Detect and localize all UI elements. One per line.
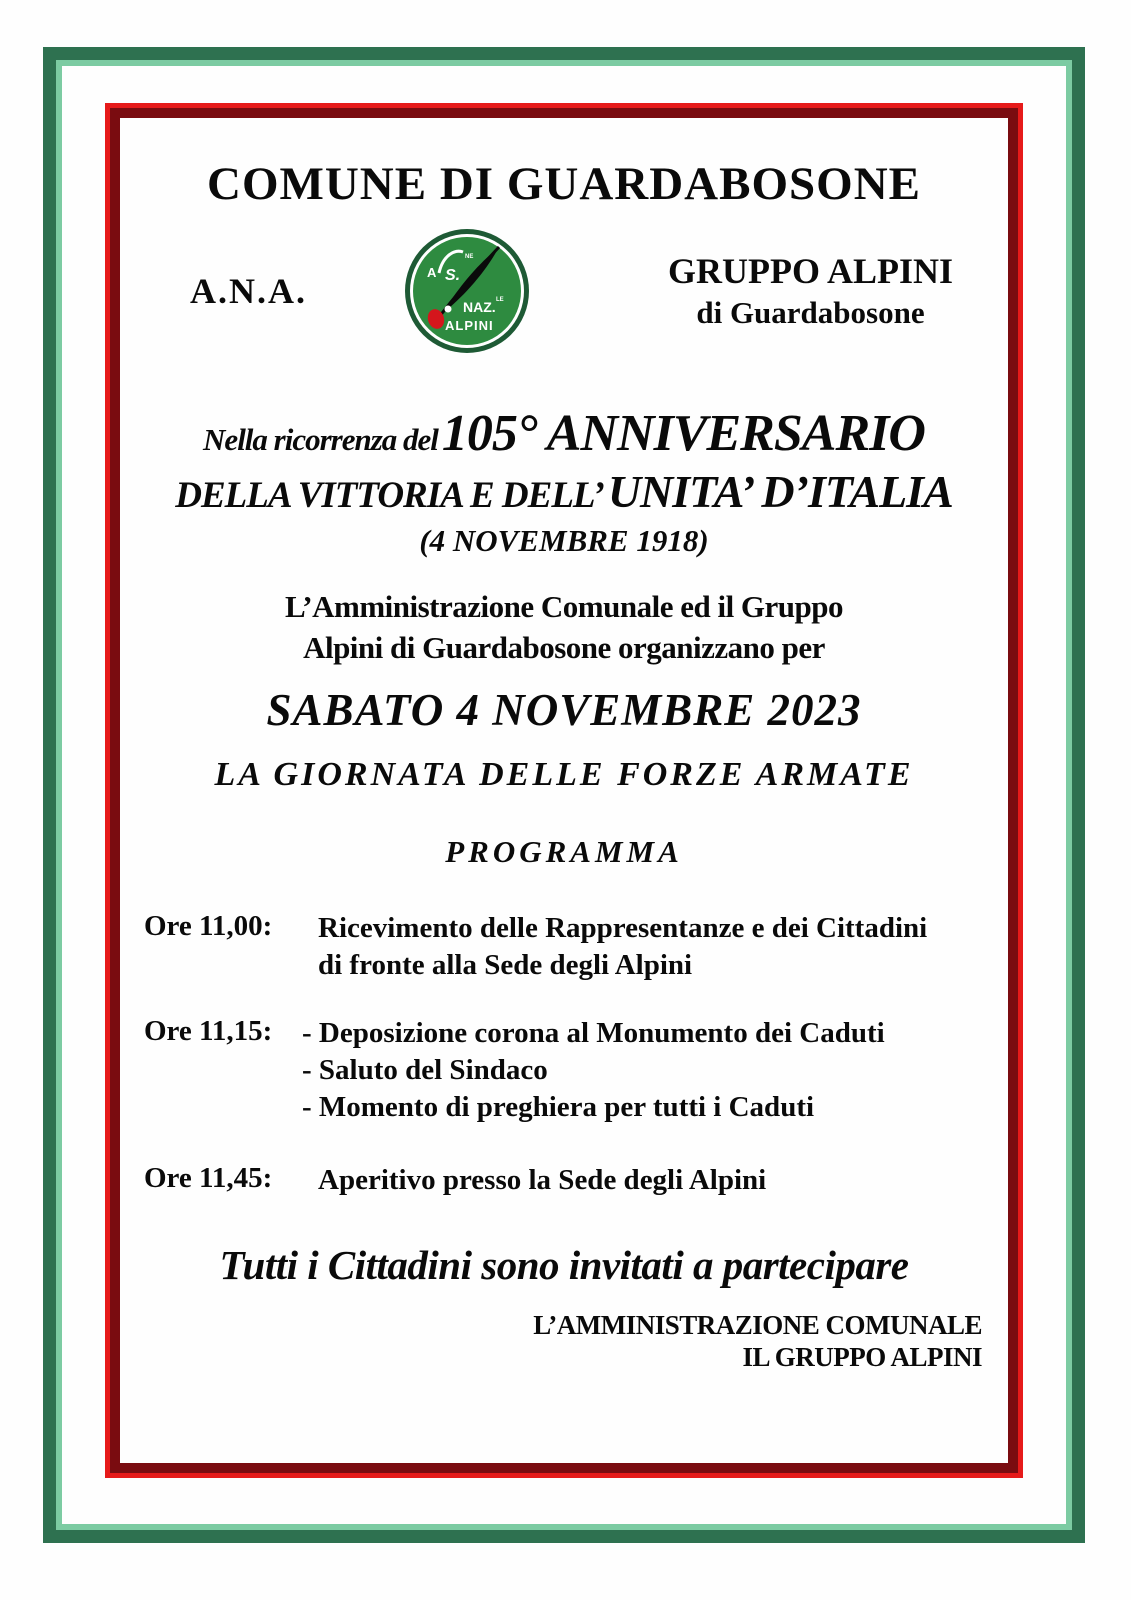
program-row	[144, 910, 1008, 984]
program-line: Aperitivo presso la Sede degli Alpini	[318, 1163, 767, 1196]
association-abbr: A.N.A.	[190, 270, 307, 311]
program-line: - Saluto del Sindaco	[302, 1054, 548, 1087]
program-line: di fronte alla Sede degli Alpini	[318, 948, 693, 981]
program-lines	[302, 1015, 885, 1125]
intro-line1: L’Amministrazione Comunale ed il Gruppo	[284, 589, 844, 625]
signature-comune: L’AMMINISTRAZIONE COMUNALE	[533, 1309, 982, 1340]
logo-sup-le: LE	[496, 296, 505, 303]
anniversary-line2-big: UNITA’ D’ITALIA	[607, 466, 953, 518]
intro-line2: Alpini di Guardabosone organizzano per	[303, 629, 825, 665]
poster-content	[120, 118, 1008, 1445]
anniversary-headline: 105° ANNIVERSARIO	[441, 404, 925, 462]
group-block	[668, 250, 953, 330]
logo-hand-detail	[445, 305, 452, 312]
program-time: Ore 11,45:	[144, 1161, 273, 1194]
program-line: - Momento di preghiera per tutti i Caduti	[302, 1091, 815, 1124]
event-name: LA GIORNATA DELLE FORZE ARMATE	[214, 755, 914, 793]
program-lines	[302, 910, 927, 984]
logo-text-naz: NAZ.	[463, 298, 497, 315]
logo-text-s: S.	[445, 266, 461, 284]
program-list	[120, 910, 1008, 1199]
program-row	[144, 1162, 1008, 1199]
signature-gruppo: IL GRUPPO ALPINI	[742, 1342, 982, 1373]
anniversary-lead: Nella ricorrenza del	[203, 421, 438, 457]
ana-logo-svg	[403, 227, 531, 355]
program-time: Ore 11,15:	[144, 1015, 273, 1048]
event-date: SABATO 4 NOVEMBRE 2023	[266, 684, 862, 735]
program-time: Ore 11,00:	[144, 909, 273, 942]
program-row	[144, 1015, 1008, 1125]
logo-text-alpini: ALPINI	[445, 317, 495, 333]
anniversary-date-1918: (4 NOVEMBRE 1918)	[419, 523, 709, 559]
program-line: - Deposizione corona al Monumento dei Caduti	[302, 1017, 885, 1050]
anniversary-block	[120, 404, 1008, 560]
program-line: Ricevimento delle Rappresentanze e dei Cittadini	[318, 911, 928, 944]
page-title: COMUNE DI GUARDABOSONE	[207, 158, 921, 210]
header-row	[120, 227, 1008, 355]
anniversary-line2-small: DELLA VITTORIA E DELL’	[175, 475, 604, 517]
ana-alpini-logo-icon	[403, 227, 531, 355]
anniversary-line2	[120, 466, 1008, 518]
program-title: PROGRAMMA	[445, 833, 683, 869]
logo-sup-ne: NE	[465, 253, 474, 260]
signatures	[120, 1309, 1008, 1374]
intro-text	[120, 587, 1008, 668]
program-lines	[302, 1162, 766, 1199]
anniversary-line1	[120, 404, 1008, 462]
logo-text-a: A	[427, 264, 437, 280]
group-name: GRUPPO ALPINI	[667, 251, 953, 292]
invitation-text: Tutti i Cittadini sono invitati a partecipare	[219, 1241, 909, 1288]
group-location: di Guardabosone	[696, 294, 925, 330]
